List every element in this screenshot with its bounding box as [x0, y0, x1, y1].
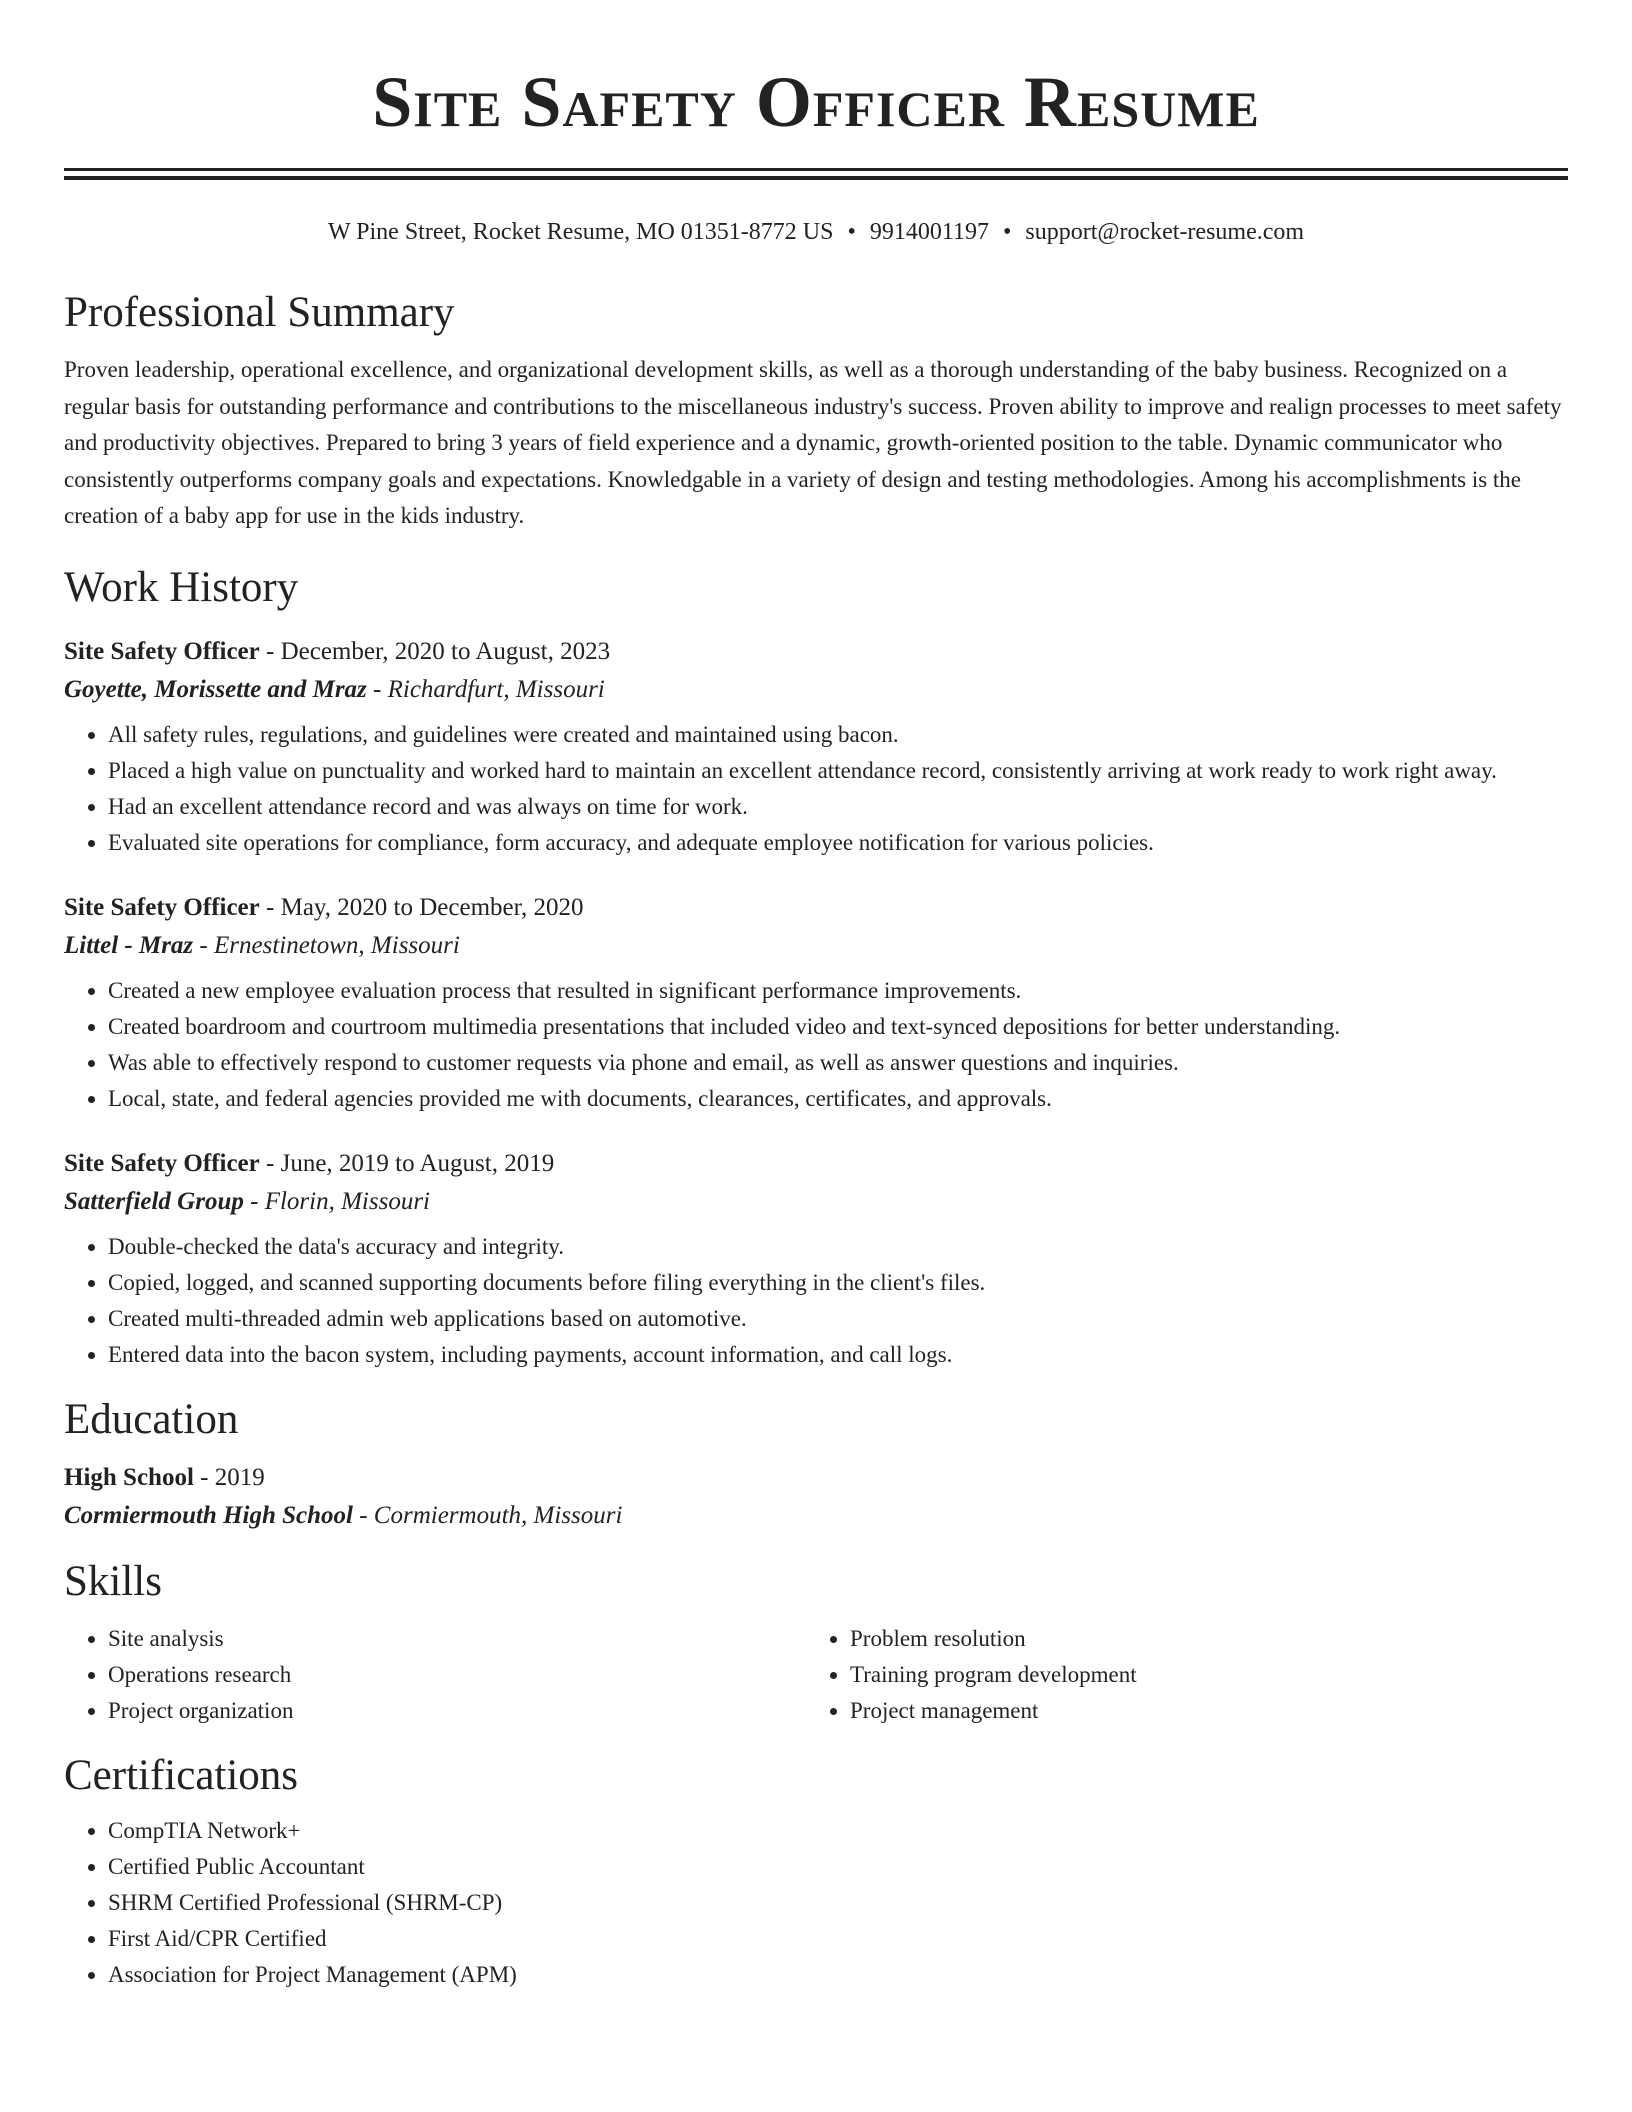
job-title-line: [64, 1145, 1568, 1183]
contact-address: W Pine Street, Rocket Resume, MO 01351-8772 US: [327, 219, 834, 245]
job-entry: [64, 889, 1568, 1117]
list-item: • Double-checked the data's accuracy and integrity.: [108, 1229, 1568, 1265]
education-entry: [64, 1459, 1568, 1535]
job-bullets: [64, 1229, 1568, 1373]
list-item: • Entered data into the bacon system, including payments, account information, and call logs.: [108, 1337, 1568, 1373]
education-school-line: [64, 1497, 1568, 1535]
education-school: Cormiermouth High School: [64, 1501, 353, 1529]
list-item: • Site analysis: [108, 1621, 806, 1657]
section-heading-certifications: Certifications: [64, 1751, 299, 1799]
skills-list: [64, 1621, 1568, 1729]
summary-text: Proven leadership, operational excellence, and organizational development skills, as well as a thorough understanding of the baby business. Recognized on a regular basis for outstanding performance and contributions to the miscellaneous industry's success. Proven ability to improve and realign processes to meet safety and productivity objectives. Prepared to bring 3 years of field experience and a dynamic, growth-oriented position to the table. Dynamic communicator who consistently outperforms company goals and expectations. Knowledgable in a variety of design and testing methodologies. Among his accomplishments is the creation of a baby app for use in the kids industry.: [64, 357, 1562, 528]
job-bullets: [64, 973, 1568, 1117]
list-item: • SHRM Certified Professional (SHRM-CP): [108, 1885, 1568, 1921]
job-title: Site Safety Officer: [64, 637, 260, 665]
job-location: - Richardfurt, Missouri: [366, 675, 605, 703]
title-divider: [64, 168, 1568, 171]
certifications-list: [64, 1813, 1568, 1993]
contact-line: [64, 218, 1568, 246]
skills-column-left: [64, 1621, 806, 1729]
job-title: Site Safety Officer: [64, 893, 260, 921]
contact-email: support@rocket-resume.com: [1025, 219, 1305, 245]
list-item: • Evaluated site operations for compliance, form accuracy, and adequate employee notification for various policies.: [108, 825, 1568, 861]
job-company-line: [64, 1183, 1568, 1221]
job-entry: [64, 633, 1568, 861]
education-year: - 2019: [193, 1463, 265, 1491]
job-dates: - December, 2020 to August, 2023: [259, 637, 611, 665]
title-divider-secondary: [64, 176, 1568, 180]
list-item: • Operations research: [108, 1657, 806, 1693]
list-item: • Project management: [850, 1693, 1548, 1729]
page-title: Site Safety Officer Resume: [372, 62, 1260, 142]
section-heading-skills: Skills: [64, 1557, 162, 1605]
list-item: • CompTIA Network+: [108, 1813, 1568, 1849]
list-item: • Training program development: [850, 1657, 1548, 1693]
job-title-line: [64, 633, 1568, 671]
list-item: • Problem resolution: [850, 1621, 1548, 1657]
education-degree-line: [64, 1459, 1568, 1497]
section-heading-work-history: Work History: [64, 563, 299, 611]
job-company: Littel - Mraz: [64, 931, 194, 959]
list-item: • Placed a high value on punctuality and worked hard to maintain an excellent attendance record, consistently arriving at work ready to work right away.: [108, 753, 1568, 789]
contact-separator: •: [847, 219, 856, 245]
job-company: Satterfield Group: [64, 1187, 244, 1215]
job-location: - Ernestinetown, Missouri: [193, 931, 460, 959]
job-dates: - June, 2019 to August, 2019: [259, 1149, 555, 1177]
education-location: - Cormiermouth, Missouri: [352, 1501, 623, 1529]
list-item: • Project organization: [108, 1693, 806, 1729]
job-company-line: [64, 927, 1568, 965]
job-bullets: [64, 717, 1568, 861]
education-degree: High School: [64, 1463, 194, 1491]
list-item: • Copied, logged, and scanned supporting documents before filing everything in the client's files.: [108, 1265, 1568, 1301]
job-entry: [64, 1145, 1568, 1373]
list-item: • Created a new employee evaluation process that resulted in significant performance improvements.: [108, 973, 1568, 1009]
list-item: • First Aid/CPR Certified: [108, 1921, 1568, 1957]
list-item: • Had an excellent attendance record and was always on time for work.: [108, 789, 1568, 825]
list-item: • Local, state, and federal agencies provided me with documents, clearances, certificates, and approvals.: [108, 1081, 1568, 1117]
list-item: • Certified Public Accountant: [108, 1849, 1568, 1885]
job-title: Site Safety Officer: [64, 1149, 260, 1177]
list-item: • Was able to effectively respond to customer requests via phone and email, as well as answer questions and inquiries.: [108, 1045, 1568, 1081]
list-item: • Created multi-threaded admin web applications based on automotive.: [108, 1301, 1568, 1337]
list-item: • All safety rules, regulations, and guidelines were created and maintained using bacon.: [108, 717, 1568, 753]
job-location: - Florin, Missouri: [243, 1187, 430, 1215]
section-heading-summary: Professional Summary: [64, 289, 455, 336]
job-dates: - May, 2020 to December, 2020: [259, 893, 584, 921]
job-company: Goyette, Morissette and Mraz: [64, 675, 367, 703]
section-heading-education: Education: [64, 1395, 239, 1443]
list-item: • Created boardroom and courtroom multimedia presentations that included video and text-synced depositions for better understanding.: [108, 1009, 1568, 1045]
job-title-line: [64, 889, 1568, 927]
skills-column-right: [806, 1621, 1548, 1729]
job-company-line: [64, 671, 1568, 709]
contact-phone: 9914001197: [869, 219, 989, 245]
list-item: • Association for Project Management (APM): [108, 1957, 1568, 1993]
contact-separator: •: [1002, 219, 1012, 245]
